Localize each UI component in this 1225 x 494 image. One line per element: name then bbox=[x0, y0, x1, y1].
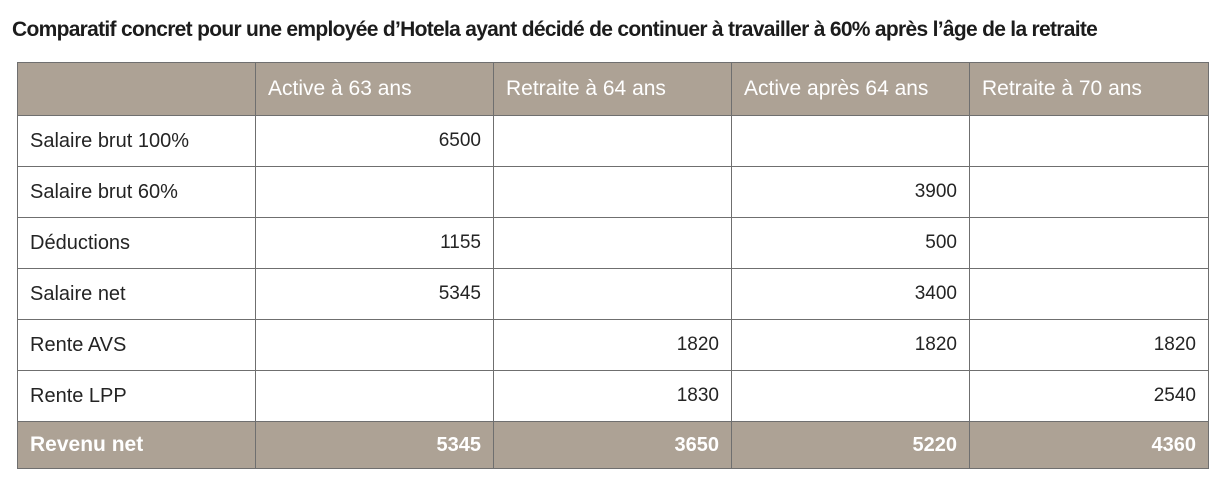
table-cell: 1820 bbox=[970, 320, 1209, 371]
table-cell bbox=[494, 116, 732, 167]
row-label: Salaire brut 100% bbox=[18, 116, 256, 167]
table-row bbox=[18, 167, 1209, 218]
table-cell bbox=[494, 218, 732, 269]
table-row bbox=[18, 116, 1209, 167]
page-title: Comparatif concret pour une employée d’Hotela ayant décidé de continuer à travailler à 60% après l’âge de la retraite bbox=[12, 18, 1098, 41]
table-cell: 1830 bbox=[494, 371, 732, 422]
header-retraite-64: Retraite à 64 ans bbox=[494, 63, 732, 116]
table-cell bbox=[256, 167, 494, 218]
table-body bbox=[18, 116, 1209, 422]
table-cell bbox=[494, 167, 732, 218]
total-label: Revenu net bbox=[18, 422, 256, 469]
total-cell: 5345 bbox=[256, 422, 494, 469]
table-footer bbox=[18, 422, 1209, 469]
table-cell: 1155 bbox=[256, 218, 494, 269]
row-label: Déductions bbox=[18, 218, 256, 269]
row-label: Salaire brut 60% bbox=[18, 167, 256, 218]
table-cell bbox=[970, 269, 1209, 320]
table-cell bbox=[970, 116, 1209, 167]
table-cell: 5345 bbox=[256, 269, 494, 320]
comparison-table bbox=[17, 62, 1209, 469]
table-row bbox=[18, 320, 1209, 371]
table-cell: 1820 bbox=[494, 320, 732, 371]
header-active-apres-64: Active après 64 ans bbox=[732, 63, 970, 116]
table-cell bbox=[732, 116, 970, 167]
table-cell: 2540 bbox=[970, 371, 1209, 422]
header-row bbox=[18, 63, 1209, 116]
total-cell: 5220 bbox=[732, 422, 970, 469]
table-cell: 6500 bbox=[256, 116, 494, 167]
total-row bbox=[18, 422, 1209, 469]
total-cell: 3650 bbox=[494, 422, 732, 469]
table-row bbox=[18, 269, 1209, 320]
table-row bbox=[18, 218, 1209, 269]
row-label: Rente LPP bbox=[18, 371, 256, 422]
table-header bbox=[18, 63, 1209, 116]
table-row bbox=[18, 371, 1209, 422]
table-cell bbox=[494, 269, 732, 320]
row-label: Salaire net bbox=[18, 269, 256, 320]
header-active-63: Active à 63 ans bbox=[256, 63, 494, 116]
table-cell: 1820 bbox=[732, 320, 970, 371]
table-cell: 3400 bbox=[732, 269, 970, 320]
row-label: Rente AVS bbox=[18, 320, 256, 371]
table-cell: 3900 bbox=[732, 167, 970, 218]
table-cell bbox=[970, 167, 1209, 218]
table-cell bbox=[256, 320, 494, 371]
table-cell bbox=[256, 371, 494, 422]
header-retraite-70: Retraite à 70 ans bbox=[970, 63, 1209, 116]
header-corner-cell bbox=[18, 63, 256, 116]
table-cell bbox=[970, 218, 1209, 269]
table-cell bbox=[732, 371, 970, 422]
table-cell: 500 bbox=[732, 218, 970, 269]
total-cell: 4360 bbox=[970, 422, 1209, 469]
